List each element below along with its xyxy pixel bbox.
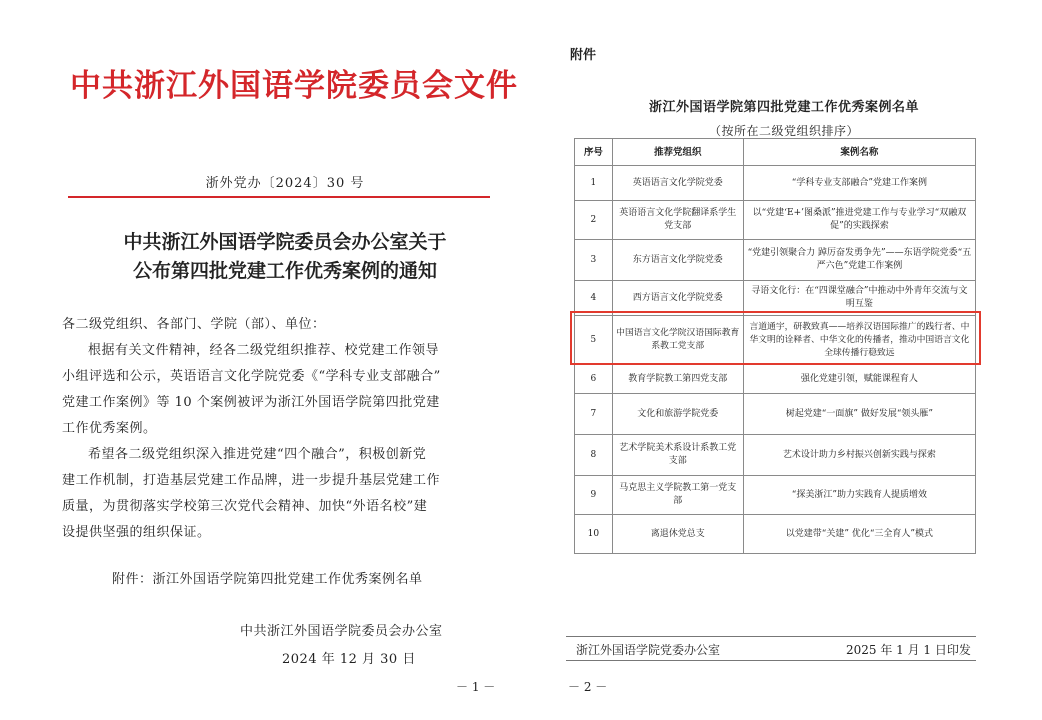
paragraph-2 xyxy=(62,442,492,546)
table-row xyxy=(575,365,976,394)
footer-divider-bottom xyxy=(566,660,976,661)
header-organization: 推荐党组织 xyxy=(612,139,743,166)
footer-office: 浙江外国语学院党委办公室 xyxy=(576,643,721,657)
row-number: 2 xyxy=(575,201,613,240)
row-organization: 东方语言文化学院党委 xyxy=(612,240,743,281)
signature-date: 2024 年 12 月 30 日 xyxy=(282,652,416,667)
footer-divider-top xyxy=(566,636,976,637)
paragraph-1 xyxy=(62,338,492,442)
salutation: 各二级党组织、各部门、学院（部）、单位： xyxy=(62,317,326,332)
row-organization: 离退休党总支 xyxy=(612,515,743,554)
row-number: 5 xyxy=(575,316,613,365)
row-case-name: “学科专业支部融合”党建工作案例 xyxy=(743,166,975,201)
row-number: 7 xyxy=(575,394,613,435)
paragraph-1-line: 党建工作案例》等 10 个案例被评为浙江外国语学院第四批党建 xyxy=(62,395,440,410)
paragraph-2-line: 质量，为贯彻落实学校第三次党代会精神、加快“外语名校”建 xyxy=(62,499,428,514)
page-number-2: － 2 － xyxy=(568,680,608,694)
row-case-name: 艺术设计助力乡村振兴创新实践与探索 xyxy=(743,435,975,476)
table-row xyxy=(575,394,976,435)
paragraph-1-line: 小组评选和公示，英语语言文化学院党委《“学科专业支部融合” xyxy=(62,369,441,384)
row-case-name: 以党建带“关建” 优化“三全育人”模式 xyxy=(743,515,975,554)
paragraph-2-line: 建工作机制，打造基层党建工作品牌，进一步提升基层党建工作 xyxy=(62,473,441,488)
list-subtitle: （按所在二级党组织排序） xyxy=(708,124,859,138)
row-case-name: 树起党建“一面旗” 做好发展“领头雁” xyxy=(743,394,975,435)
header-number: 序号 xyxy=(575,139,613,166)
appendix-label: 附件 xyxy=(570,48,597,63)
row-case-name: 强化党建引领，赋能课程育人 xyxy=(743,365,975,394)
table-row xyxy=(575,240,976,281)
row-highlight-box xyxy=(570,311,981,365)
row-organization: 英语语言文化学院党委 xyxy=(612,166,743,201)
row-case-name: 言道通宇，研教致真——培养汉语国际推广的践行者、中华文明的诠释者、中华文化的传播者，推动中国语言文化全球传播行稳致远 xyxy=(743,316,975,365)
paragraph-2-line: 设提供坚强的组织保证。 xyxy=(62,525,211,540)
row-number: 1 xyxy=(575,166,613,201)
row-organization: 西方语言文化学院党委 xyxy=(612,281,743,316)
notice-title-line-2: 公布第四批党建工作优秀案例的通知 xyxy=(132,260,437,282)
list-title: 浙江外国语学院第四批党建工作优秀案例名单 xyxy=(648,100,919,115)
row-case-name: 寻语文化行：在“四课堂融合”中推动中外青年交流与文明互鉴 xyxy=(743,281,975,316)
page-number-1: － 1 － xyxy=(456,680,496,694)
table-row xyxy=(575,476,976,515)
row-number: 9 xyxy=(575,476,613,515)
row-number: 4 xyxy=(575,281,613,316)
table-row xyxy=(575,201,976,240)
table-header-row xyxy=(575,139,976,166)
document-number: 浙外党办〔2024〕30 号 xyxy=(205,176,365,191)
row-number: 10 xyxy=(575,515,613,554)
attachment-reference: 附件：浙江外国语学院第四批党建工作优秀案例名单 xyxy=(112,572,423,587)
signature-office: 中共浙江外国语学院委员会办公室 xyxy=(240,624,443,639)
row-number: 6 xyxy=(575,365,613,394)
table-row xyxy=(575,166,976,201)
paragraph-2-line: 希望各二级党组织深入推进党建“四个融合”，积极创新党 xyxy=(88,447,427,462)
footer-print-date: 2025 年 1 月 1 日印发 xyxy=(846,643,971,657)
paragraph-1-line: 根据有关文件精神，经各二级党组织推荐、校党建工作领导 xyxy=(88,343,440,358)
row-organization: 马克思主义学院教工第一党支部 xyxy=(612,476,743,515)
document-page-2 xyxy=(548,0,1042,720)
row-case-name: “党建引领聚合力 踔厉奋发勇争先”——东语学院党委“五严六色”党建工作案例 xyxy=(743,240,975,281)
table-row xyxy=(575,515,976,554)
row-case-name: “探美浙江”助力实践育人提质增效 xyxy=(743,476,975,515)
paragraph-1-line: 工作优秀案例。 xyxy=(62,421,157,436)
document-header-title: 中共浙江外国语学院委员会文件 xyxy=(70,68,518,104)
table-row xyxy=(575,435,976,476)
header-case-name: 案例名称 xyxy=(743,139,975,166)
header-divider xyxy=(68,196,490,198)
row-organization: 中国语言文化学院汉语国际教育系教工党支部 xyxy=(612,316,743,365)
row-organization: 教育学院教工第四党支部 xyxy=(612,365,743,394)
row-number: 8 xyxy=(575,435,613,476)
row-organization: 英语语言文化学院翻译系学生党支部 xyxy=(612,201,743,240)
notice-title xyxy=(70,228,500,286)
row-organization: 文化和旅游学院党委 xyxy=(612,394,743,435)
row-number: 3 xyxy=(575,240,613,281)
notice-title-line-1: 中共浙江外国语学院委员会办公室关于 xyxy=(123,231,447,253)
row-case-name: 以“党建‘E+’图桑派”推进党建工作与专业学习“双融双促”的实践探索 xyxy=(743,201,975,240)
row-organization: 艺术学院美术系设计系教工党支部 xyxy=(612,435,743,476)
